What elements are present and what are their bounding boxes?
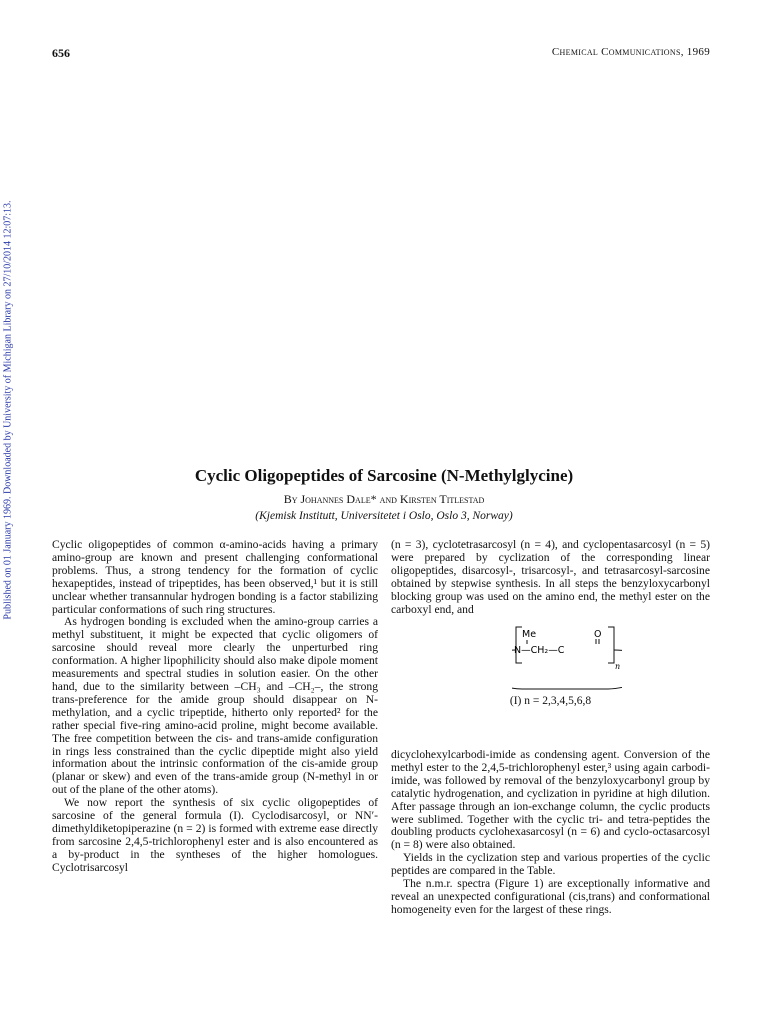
- paragraph: Cyclic oligopeptides of common α-amino-acids having a primary amino-group are known and present challenging conformational problems. Thus, a strong tendency for the formation of cyclic hexapeptides, instead of tripeptides, has been observed,¹ but it is still unclear whether transannular hydrogen bonding is a factor stabilizing particular conformations of such ring structures.: [52, 538, 378, 616]
- right-column-top: [391, 539, 710, 616]
- formula-me: Me: [522, 629, 537, 640]
- page-number: 656: [52, 46, 70, 60]
- formula-n: n: [615, 662, 621, 671]
- formula-o: O: [594, 629, 602, 640]
- sidebar-note[interactable]: [1, 180, 15, 640]
- paragraph: dicyclohexylcarbodi-imide as condensing agent. Conversion of the methyl ester to the 2,4,5-trichlorophenyl ester,³ using again carbodi-imide, was followed by removal of the benzyloxycarbonyl group by catalytic hydrogenation, and cyclization in pyridine at high dilution. After passage through an ion-exchange column, the cyclic products were sublimed. Together with the cyclic tri- and tetra-peptides the doubling products cyclohexasarcosyl (n = 6) and cyclo-octasarcosyl (n = 8) were also obtained.: [391, 748, 710, 852]
- paragraph: We now report the synthesis of six cyclic oligopeptides of sarcosine of the general formula (I). Cyclodisarcosyl, or NN′-dimethyldiketopiperazine (n = 2) is formed with extreme ease directly from sarcosine 2,4,5-trichlorophenyl ester and is also encountered as a by-product in the syntheses of the higher homologues. Cyclotrisarcosyl: [52, 796, 378, 874]
- authors: By Johannes Dale* and Kirsten Titlestad: [283, 492, 485, 506]
- paragraph: Yields in the cyclization step and various properties of the cyclic peptides are compared in the Table.: [391, 851, 710, 878]
- structural-formula: [512, 625, 622, 695]
- paragraph: (n = 3), cyclotetrasarcosyl (n = 4), and cyclopentasarcosyl (n = 5) were prepared by cyclization of the corresponding linear oligopeptides, disarcosyl-, trisarcosyl-, and tetrasarcosyl-sarcosine obtained by stepwise synthesis. In all steps the benzyloxycarbonyl blocking group was used on the amino end, the methyl ester on the carboxyl end, and: [391, 538, 710, 616]
- formula-caption: (I) n = 2,3,4,5,6,8: [509, 695, 592, 707]
- right-column-bottom: [391, 749, 710, 917]
- left-column: [52, 539, 378, 875]
- paragraph: As hydrogen bonding is excluded when the amino-group carries a methyl substituent, it might be expected that cyclic oligomers of sarcosine should reveal more clearly the unperturbed ring conformation. A higher lipophilicity should also make dipole moment measurements and spectral studies in solution easier. On the other hand, due to the similarity between –CH₃ and –CH₂–, the strong trans-preference for the amide group should disappear on N-methylation, and a cyclic tripeptide, hitherto only reported² for the rather special five-ring amino-acid proline, might become available. The free competition between the cis- and trans-amide configuration in rings less constrained than the cyclic dipeptide might also yield information about the intrinsic conformation of the cis-amide group (planar or skew) and even of the trans-amide group (N-methyl in or out of the plane of the other atoms).: [52, 615, 378, 797]
- journal-name: Chemical Communications, 1969: [551, 46, 710, 58]
- sidebar-note-text[interactable]: Published on 01 January 1969. Downloaded by University of Michigan Library on 27/10/2014 12:07:13.: [2, 200, 14, 620]
- paragraph: The n.m.r. spectra (Figure 1) are exceptionally informative and reveal an unexpected configurational (cis,trans) and conformational homogeneity even for the largest of these rings.: [391, 877, 710, 916]
- affiliation: (Kjemisk Institutt, Universitetet i Oslo, Oslo 3, Norway): [255, 510, 513, 522]
- article-title: Cyclic Oligopeptides of Sarcosine (N-Methylglycine): [194, 466, 574, 485]
- formula-chain: N—CH₂—C: [514, 645, 565, 656]
